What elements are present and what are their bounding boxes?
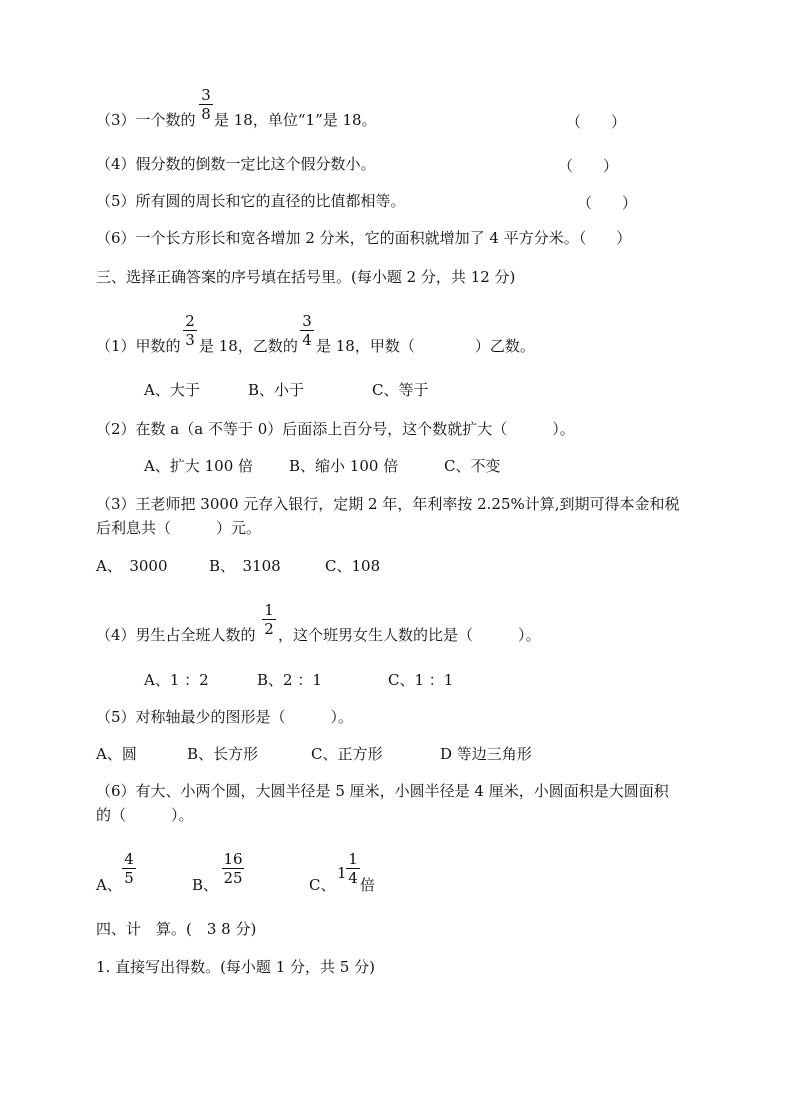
fraction-3-4 — [300, 313, 314, 348]
option-a[interactable]: A、1 ：2 — [144, 671, 209, 689]
mixed-number-whole: 1 — [337, 864, 347, 882]
option-b[interactable]: B、 — [192, 876, 219, 894]
fraction-numerator: 3 — [302, 312, 312, 330]
section-title-3: 三、选择正确答案的序号填在括号里。(每小题 2 分，共 12 分) — [96, 268, 516, 286]
fraction-denominator: 2 — [264, 620, 274, 638]
option-a[interactable]: A、 — [96, 876, 122, 894]
fraction-numerator: 3 — [201, 86, 211, 104]
s3-q3-line2: 后利息共（ ）元。 — [96, 519, 262, 537]
option-d[interactable]: D 等边三角形 — [440, 745, 532, 763]
option-a[interactable]: A、 3000 — [96, 557, 168, 575]
answer-bracket[interactable]: （ ） — [558, 157, 619, 175]
option-b[interactable]: B、 3108 — [209, 557, 281, 575]
answer-bracket[interactable]: （ ） — [577, 194, 638, 212]
s3-q4-post: ，这个班男女生人数的比是（ ）。 — [278, 626, 541, 644]
fraction-denominator: 5 — [124, 869, 134, 887]
fraction-16-25 — [222, 851, 244, 886]
fraction-denominator: 8 — [201, 105, 211, 123]
s3-q1-pre: （1）甲数的 — [96, 337, 181, 355]
s3-q6-line2: 的（ ）。 — [96, 806, 194, 824]
judge-q6: （6）一个长方形长和宽各增加 2 分米，它的面积就增加了 4 平方分米。（ ） — [96, 229, 632, 247]
s3-q5: （5）对称轴最少的图形是（ ）。 — [96, 708, 354, 726]
fraction-3-8 — [199, 87, 213, 122]
fraction-2-3 — [183, 313, 197, 348]
option-c[interactable]: C、108 — [325, 557, 381, 575]
s3-q1-post: 是 18，甲数（ ）乙数。 — [316, 337, 535, 355]
judge-q3-post: 是 18，单位“1”是 18。 — [214, 111, 377, 129]
fraction-numerator: 1 — [348, 850, 358, 868]
option-c[interactable]: C、等于 — [372, 381, 429, 399]
option-a[interactable]: A、大于 — [144, 381, 200, 399]
fraction-1-4 — [346, 851, 360, 886]
unit-times: 倍 — [360, 876, 376, 894]
s3-q1-mid: 是 18，乙数的 — [199, 337, 298, 355]
s3-q4-pre: （4）男生占全班人数的 — [96, 626, 256, 644]
fraction-denominator: 4 — [302, 331, 312, 349]
option-c[interactable]: C、正方形 — [311, 745, 383, 763]
fraction-numerator: 4 — [124, 850, 134, 868]
option-b[interactable]: B、长方形 — [187, 745, 259, 763]
answer-bracket[interactable]: （ ） — [566, 113, 627, 131]
judge-q3-pre: （3）一个数的 — [96, 111, 196, 129]
judge-q5: （5）所有圆的周长和它的直径的比值都相等。 — [96, 192, 406, 210]
section-4-sub-1: 1. 直接写出得数。(每小题 1 分，共 5 分) — [96, 958, 375, 976]
s3-q6-line1: （6）有大、小两个圆，大圆半径是 5 厘米，小圆半径是 4 厘米，小圆面积是大圆面积 — [96, 782, 669, 800]
option-c[interactable]: C、1 ：1 — [388, 671, 454, 689]
option-b[interactable]: B、缩小 100 倍 — [289, 457, 399, 475]
option-c[interactable]: C、 — [309, 876, 336, 894]
s3-q3-line1: （3）王老师把 3000 元存入银行，定期 2 年，年利率按 2.25%计算,到期可得本金和税 — [96, 495, 680, 513]
option-a[interactable]: A、扩大 100 倍 — [144, 457, 253, 475]
fraction-numerator: 2 — [185, 312, 195, 330]
fraction-denominator: 3 — [185, 331, 195, 349]
option-b[interactable]: B、小于 — [248, 381, 305, 399]
fraction-1-2 — [262, 602, 276, 637]
fraction-denominator: 25 — [223, 869, 243, 887]
option-b[interactable]: B、2 ：1 — [257, 671, 322, 689]
option-c[interactable]: C、不变 — [444, 457, 501, 475]
judge-q4: （4）假分数的倒数一定比这个假分数小。 — [96, 155, 376, 173]
option-a[interactable]: A、圆 — [96, 745, 137, 763]
fraction-denominator: 4 — [348, 869, 358, 887]
fraction-numerator: 16 — [223, 850, 243, 868]
fraction-4-5 — [122, 851, 136, 886]
s3-q2: （2）在数 a（a 不等于 0）后面添上百分号，这个数就扩大（ ）。 — [96, 420, 575, 438]
fraction-numerator: 1 — [264, 601, 274, 619]
section-title-4: 四、计 算。( 3 8 分) — [96, 920, 257, 938]
